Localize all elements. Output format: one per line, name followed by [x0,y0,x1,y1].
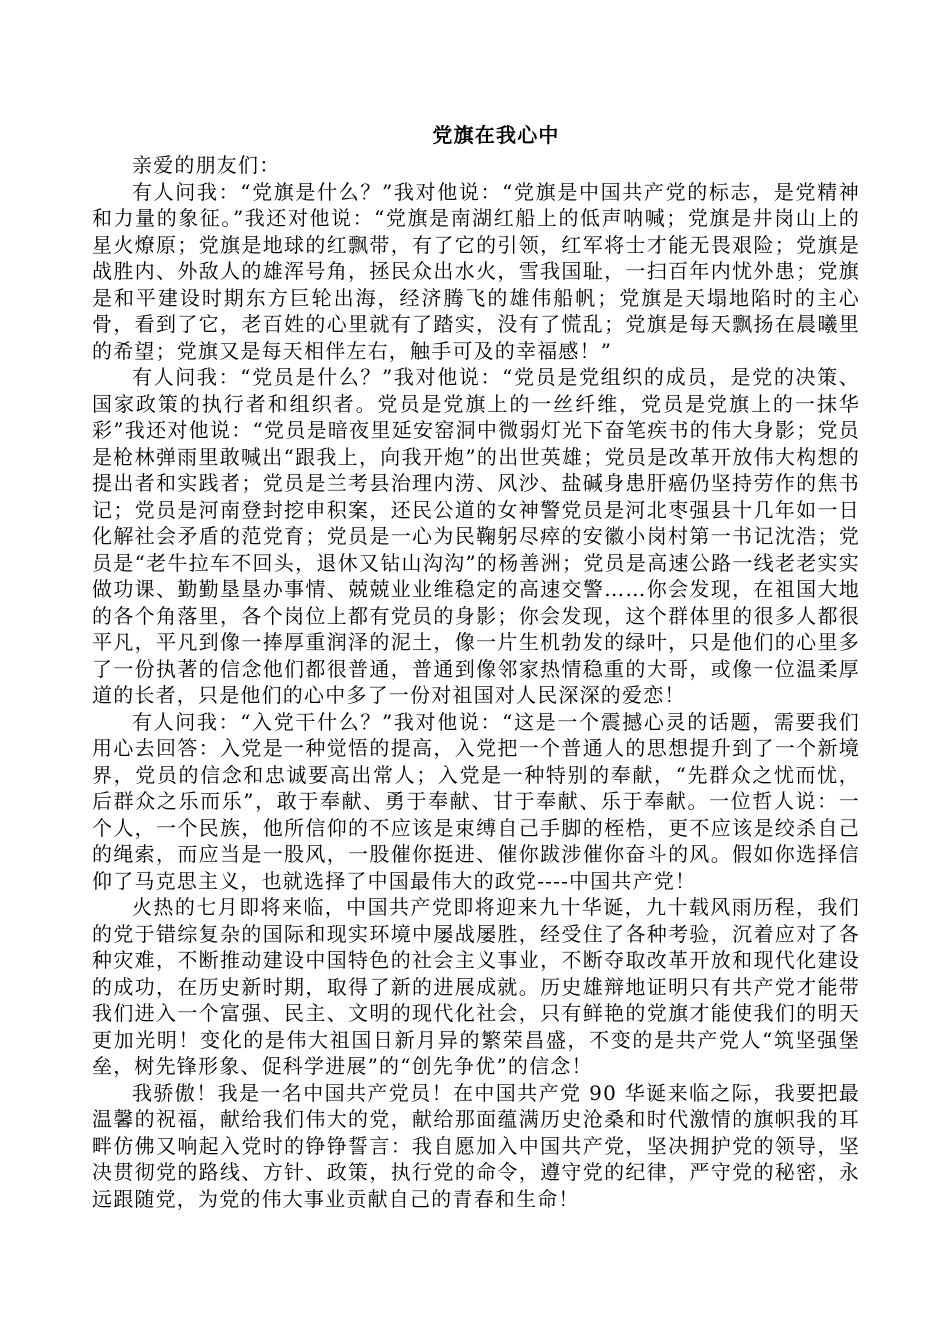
paragraph-member-meaning: 有人问我：“党员是什么？”我对他说：“党员是党组织的成员，是党的决策、国家政策的执行者和组织者。党员是党旗上的一丝纤维，党员是党旗上的一抹华彩”我还对他说：“党员是暗夜里延安窑洞中微弱灯光下奋笔疾书的伟大身影；党员是枪林弹雨里敢喊出“跟我上，向我开炮”的出世英雄；党员是改革开放伟大构想的提出者和实践者；党员是兰考县治理内涝、风沙、盐碱身患肝癌仍坚持劳作的焦书记；党员是河南登封挖申积案，还民公道的女神警党员是河北枣强县十几年如一日化解社会矛盾的范党育；党员是一心为民鞠躬尽瘁的安徽小岗村第一书记沈浩；党员是“老牛拉车不回头，退休又钻山沟沟”的杨善洲；党员是高速公路一线老老实实做功课、勤勤垦垦办事情、兢兢业业维稳定的高速交警……你会发现，在祖国大地的各个角落里，各个岗位上都有党员的身影；你会发现，这个群体里的很多人都很平凡，平凡到像一捧厚重润泽的泥土，像一片生机勃发的绿叶，只是他们的心里多了一份执著的信念他们都很普通，普通到像邻家热情稳重的大哥，或像一位温柔厚道的长者，只是他们的心中多了一份对祖国对人民深深的爱恋！ [92,365,860,707]
paragraph-why-join: 有人问我：“入党干什么？”我对他说：“这是一个震撼心灵的话题，需要我们用心去回答：入党是一种觉悟的提高，入党把一个普通人的思想提升到了一个新境界，党员的信念和忠诚要高出常人；入党是一种特别的奉献，“先群众之忧而忧，后群众之乐而乐”，敢于奉献、勇于奉献、甘于奉献、乐于奉献。一位哲人说：一个人，一个民族，他所信仰的不应该是束缚自己手脚的桎梏，更不应该是绞杀自己的绳索，而应当是一股风，一股催你挺进、催你跋涉催你奋斗的风。假如你选择信仰了马克思主义，也就选择了中国最伟大的政党----中国共产党！ [92,709,860,893]
document-title: 党旗在我心中 [432,123,560,147]
paragraph-oath: 我骄傲！我是一名中国共产党员！在中国共产党 90 华诞来临之际，我要把最温馨的祝福，献给我们伟大的党，献给那面蕴满历史沧桑和时代激情的旗帜我的耳畔仿佛又响起入党时的铮铮誓言：我自愿加入中国共产党，坚决拥护党的领导，坚决贯彻党的路线、方针、政策，执行党的命令，遵守党的纪律，严守党的秘密，永远跟随党，为党的伟大事业贡献自己的青春和生命！ [92,1080,860,1211]
greeting-line: 亲爱的朋友们： [132,153,281,177]
paragraph-anniversary: 火热的七月即将来临，中国共产党即将迎来九十华诞，九十载风雨历程，我们的党于错综复杂的国际和现实环境中屡战屡胜，经受住了各种考验，沉着应对了各种灾难，不断推动建设中国特色的社会主义事业，不断夺取改革开放和现代化建设的成功，在历史新时期，取得了新的进展成就。历史雄辩地证明只有共产党才能带我们进入一个富强、民主、文明的现代化社会，只有鲜艳的党旗才能使我们的明天更加光明！变化的是伟大祖国日新月异的繁荣昌盛，不变的是共产党人“筑坚强堡垒，树先锋形象、促科学进展”的“创先争优”的信念！ [92,895,860,1078]
paragraph-flag-meaning: 有人问我：“党旗是什么？”我对他说：“党旗是中国共产党的标志，是党精神和力量的象征。”我还对他说：“党旗是南湖红船上的低声呐喊；党旗是井岗山上的星火燎原；党旗是地球的红飘带，有了它的引领，红军将士才能无畏艰险；党旗是战胜内、外敌人的雄浑号角，拯民众出水火，雪我国耻，一扫百年内忧外患；党旗是和平建设时期东方巨轮出海，经济腾飞的雄伟船帆；党旗是天塌地陷时的主心骨，看到了它，老百姓的心里就有了踏实，没有了慌乱；党旗是每天飘扬在晨曦里的希望；党旗又是每天相伴左右，触手可及的幸福感！” [92,179,860,363]
document-page [92,120,860,1212]
